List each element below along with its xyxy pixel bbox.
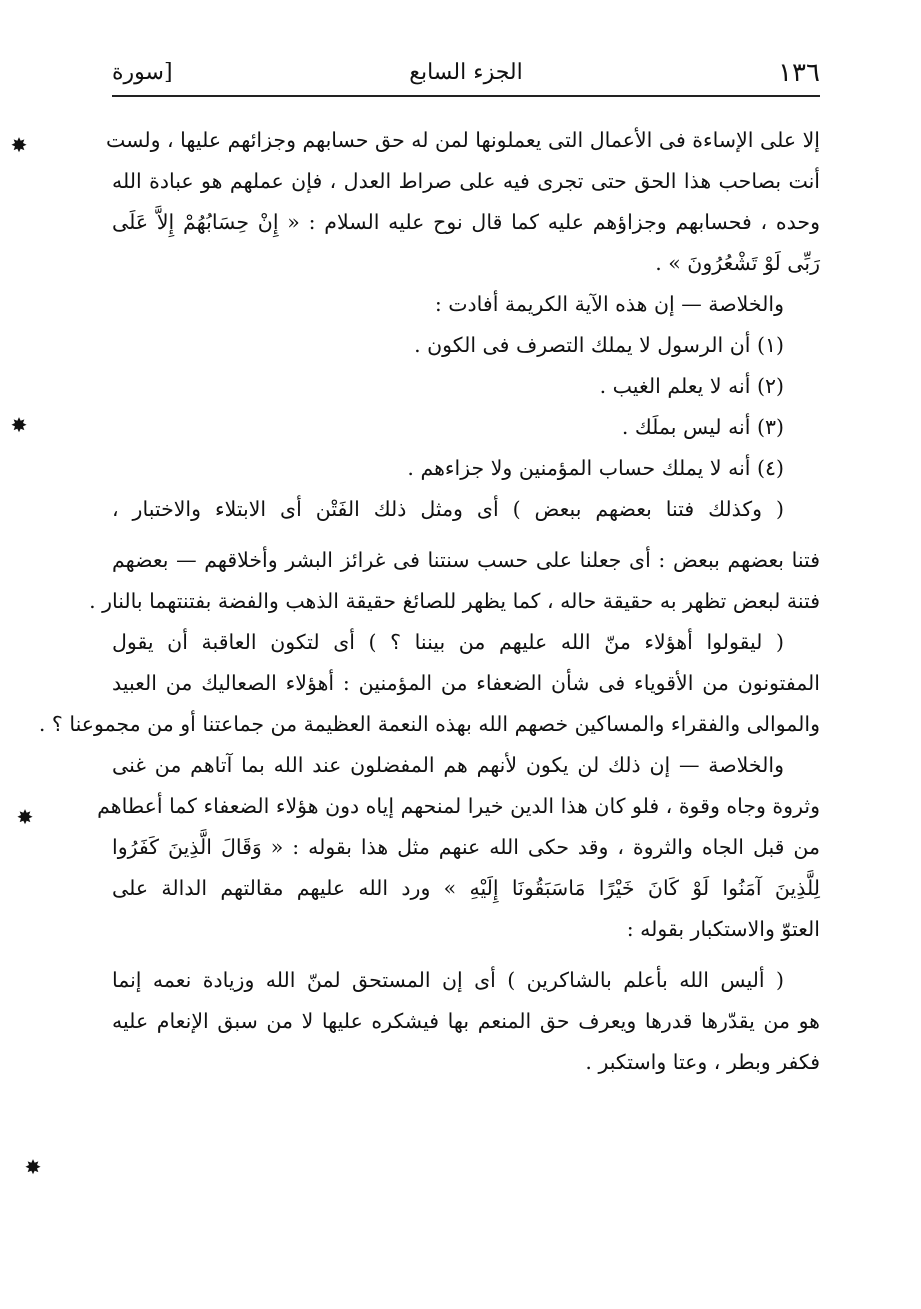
list-item: (٣) أنه ليس بملَك . xyxy=(621,415,784,439)
text-line: ( ليقولوا أهؤلاء منّ الله عليهم من بيننا ؟ ) أى لتكون العاقبة أن يقول xyxy=(112,630,784,654)
text-line: لِلَّذِينَ آمَنُوا لَوْ كَانَ خَيْرًا مَاسَبَقُونَا إِلَيْهِ » ورد الله عليهم مقالتهم الدالة على xyxy=(112,876,820,900)
text-line: والموالى والفقراء والمساكين خصهم الله بهذه النعمة العظيمة من جماعتنا أو من مجموعنا ؟ . xyxy=(38,712,820,736)
text-line: فتنا بعضهم ببعض : أى جعلنا على حسب سنتنا فى غرائز البشر وأخلاقهم — بعضهم xyxy=(112,548,820,572)
part-title: الجزء السابع xyxy=(409,60,523,85)
text-line: والخلاصة — إن هذه الآية الكريمة أفادت : xyxy=(434,292,784,316)
page-number: ١٣٦ xyxy=(778,58,820,88)
text-line: هو من يقدّرها قدرها ويعرف حق المنعم بها فيشكره عليها لا من سبق الإنعام عليه xyxy=(112,1009,820,1033)
list-item: (٤) أنه لا يملك حساب المؤمنين ولا جزاءهم . xyxy=(407,456,784,480)
page-body xyxy=(38,120,820,1083)
text-line: وثروة وجاه وقوة ، فلو كان هذا الدين خيرا لمنحهم إياه دون هؤلاء الضعفاء كما أعطاهم xyxy=(97,794,820,818)
margin-blot-icon: ✸ xyxy=(10,133,28,157)
text-line: وحده ، فحسابهم وجزاؤهم عليه كما قال نوح عليه السلام : « إِنْ حِسَابُهُمْ إِلاَّ عَلَى xyxy=(112,210,820,234)
text-line: ( أليس الله بأعلم بالشاكرين ) أى إن المستحق لمنّ الله وزيادة نعمه إنما xyxy=(112,968,784,992)
text-line: فكفر وبطر ، وعتا واستكبر . xyxy=(585,1050,820,1074)
surah-label: [سورة xyxy=(112,60,173,85)
text-line: فتنة لبعض تظهر به حقيقة حاله ، كما يظهر للصائغ حقيقة الذهب والفضة بفتنتهما بالنار . xyxy=(89,589,820,613)
list-item: (١) أن الرسول لا يملك التصرف فى الكون . xyxy=(414,333,784,357)
text-line: ( وكذلك فتنا بعضهم ببعض ) أى ومثل ذلك الفَتْن أى الابتلاء والاختبار ، xyxy=(112,497,784,521)
text-line: العتوّ والاستكبار بقوله : xyxy=(626,917,820,941)
page-header xyxy=(112,52,820,92)
text-line: والخلاصة — إن ذلك لن يكون لأنهم هم المفضلون عند الله بما آتاهم من غنى xyxy=(112,753,784,777)
margin-blot-icon: ✸ xyxy=(16,805,34,829)
header-rule xyxy=(112,95,820,97)
margin-blot-icon: ✸ xyxy=(10,413,28,437)
text-line: أنت بصاحب هذا الحق حتى تجرى فيه على صراط العدل ، فإن عملهم هو عبادة الله xyxy=(112,169,820,193)
text-line: المفتونون من الأقوياء فى شأن الضعفاء من المؤمنين : أهؤلاء الصعاليك من العبيد xyxy=(112,671,820,695)
list-item: (٢) أنه لا يعلم الغيب . xyxy=(599,374,784,398)
text-line: من قبل الجاه والثروة ، وقد حكى الله عنهم مثل هذا بقوله : « وَقَالَ الَّذِينَ كَفَرُوا xyxy=(112,835,820,859)
text-line: إلا على الإساءة فى الأعمال التى يعملونها لمن له حق حسابهم وجزائهم عليها ، ولست xyxy=(105,128,820,152)
text-line: رَبِّى لَوْ تَشْعُرُونَ » . xyxy=(655,251,820,275)
margin-blot-icon: ✸ xyxy=(24,1155,42,1179)
